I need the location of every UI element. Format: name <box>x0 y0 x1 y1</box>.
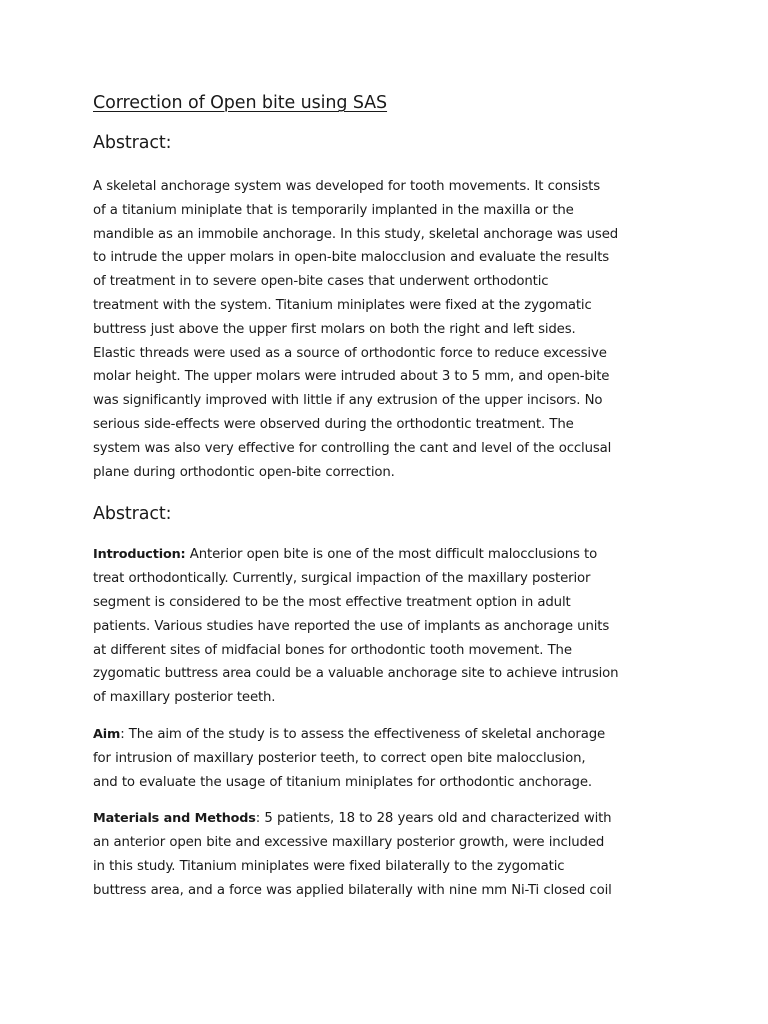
materials-methods-paragraph <box>93 807 683 902</box>
text-run: Anterior open bite is one of the most difficult malocclusions to <box>185 547 598 563</box>
text-line: molar height. The upper molars were intruded about 3 to 5 mm, and open-bite <box>93 369 610 385</box>
text-run: : 5 patients, 18 to 28 years old and characterized with <box>255 811 612 827</box>
text-line: plane during orthodontic open-bite correction. <box>93 464 395 480</box>
text-line <box>93 723 683 747</box>
text-line: was significantly improved with little if any extrusion of the upper incisors. No <box>93 393 603 409</box>
text-line: and to evaluate the usage of titanium miniplates for orthodontic anchorage. <box>93 774 592 790</box>
abstract-heading-2: Abstract: <box>93 504 172 525</box>
text-line: treat orthodontically. Currently, surgical impaction of the maxillary posterior <box>93 571 591 587</box>
text-line: buttress just above the upper first molars on both the right and left sides. <box>93 321 576 337</box>
text-line: of treatment in to severe open-bite cases that underwent orthodontic <box>93 274 549 290</box>
text-run: : The aim of the study is to assess the effectiveness of skeletal anchorage <box>120 726 606 742</box>
introduction-label: Introduction: <box>93 547 186 563</box>
text-line <box>93 543 683 567</box>
text-line: buttress area, and a force was applied bilaterally with nine mm Ni-Ti closed coil <box>93 882 612 898</box>
text-line: for intrusion of maxillary posterior teeth, to correct open bite malocclusion, <box>93 750 586 766</box>
text-line: A skeletal anchorage system was developed for tooth movements. It consists <box>93 179 600 194</box>
abstract-paragraph <box>93 175 683 484</box>
text-line: system was also very effective for controlling the cant and level of the occlusal <box>93 440 612 456</box>
materials-methods-label: Materials and Methods <box>93 811 256 827</box>
document-body <box>93 88 683 903</box>
text-line: segment is considered to be the most effective treatment option in adult <box>93 594 571 610</box>
introduction-paragraph <box>93 543 683 710</box>
text-line <box>93 807 683 831</box>
aim-label: Aim <box>93 726 121 742</box>
text-line: mandible as an immobile anchorage. In this study, skeletal anchorage was used <box>93 226 619 242</box>
text-line: of maxillary posterior teeth. <box>93 690 276 706</box>
text-line: in this study. Titanium miniplates were fixed bilaterally to the zygomatic <box>93 858 565 874</box>
aim-paragraph <box>93 723 683 794</box>
text-line: of a titanium miniplate that is temporarily implanted in the maxilla or the <box>93 202 574 218</box>
document-title: Correction of Open bite using SAS <box>93 93 388 113</box>
text-line: patients. Various studies have reported the use of implants as anchorage units <box>93 618 610 634</box>
text-line: zygomatic buttress area could be a valuable anchorage site to achieve intrusion <box>93 666 619 682</box>
text-line: serious side-effects were observed during the orthodontic treatment. The <box>93 416 574 432</box>
abstract-heading-1: Abstract: <box>93 133 172 153</box>
text-line: treatment with the system. Titanium miniplates were fixed at the zygomatic <box>93 297 592 313</box>
text-line: an anterior open bite and excessive maxillary posterior growth, were included <box>93 835 605 851</box>
text-line: at different sites of midfacial bones for orthodontic tooth movement. The <box>93 642 572 658</box>
text-line: to intrude the upper molars in open-bite malocclusion and evaluate the results <box>93 250 610 266</box>
text-line: Elastic threads were used as a source of orthodontic force to reduce excessive <box>93 345 607 361</box>
